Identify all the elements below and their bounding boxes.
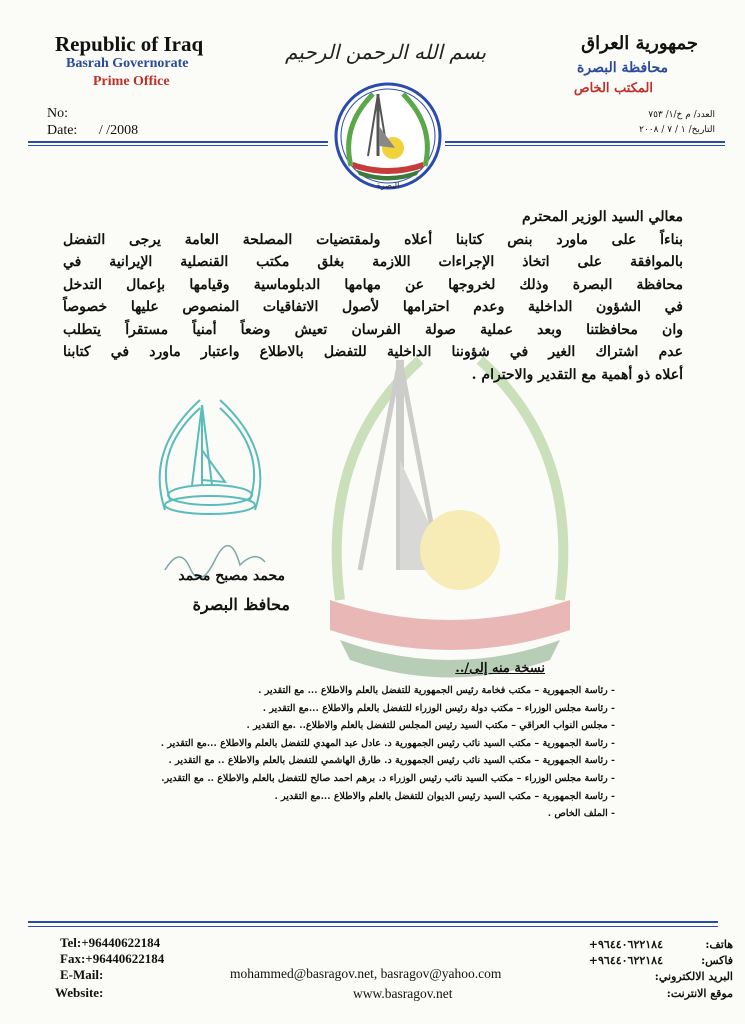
header-office-ar: المكتب الخاص bbox=[573, 81, 653, 96]
letter-line: عدم اشتراك الغير في شؤوننا الداخلية للتفضل بالاطلاع واعتبار ماورد في كتابنا bbox=[63, 344, 683, 360]
header-date-label bbox=[47, 123, 138, 139]
header-rule-right-thin bbox=[445, 145, 725, 146]
footer-fax-ar bbox=[588, 954, 733, 967]
footer-fax-value: +96440622184 bbox=[85, 951, 165, 966]
header-date-label-text: Date: bbox=[47, 123, 78, 138]
copies-list-item: - رئاسة الجمهورية – مكتب السيد رئيس الديوان للتفضل بالعلم والاطلاع ...مع التقدير . bbox=[274, 790, 615, 802]
governorate-logo bbox=[333, 76, 443, 194]
header-country-ar: جمهورية العراق bbox=[581, 33, 698, 54]
footer-website-label-ar: موقع الانترنت: bbox=[666, 987, 733, 1000]
header-governorate-en: Basrah Governorate bbox=[66, 56, 189, 71]
letter-salutation: معالي السيد الوزير المحترم bbox=[522, 209, 683, 225]
letter-line: محافظة البصرة وذلك لخروجها عن مهامها الدبلوماسية وقيامها بإعمال التدخل bbox=[63, 276, 683, 293]
signatory-title: محافظ البصرة bbox=[192, 595, 290, 614]
letter-line: بناءاً على ماورد بنص كتابنا أعلاه ولمقتضيات المصلحة العامة يرجى التفضل bbox=[63, 231, 683, 248]
letter-line: وان محافظتنا وبعد عملية صولة الفرسان تعيش وضعاً أمنياً مستقراً يتطلب bbox=[63, 321, 683, 338]
logo-caption: البصرة bbox=[376, 181, 400, 190]
header-governorate-ar: محافظة البصرة bbox=[577, 60, 668, 76]
footer-email-link[interactable]: mohammed@basragov.net, basragov@yahoo.com bbox=[230, 966, 502, 981]
header-date-ar: التاريخ/ ١ / ٧ / ٢٠٠٨ bbox=[639, 125, 715, 135]
footer-fax-label: Fax: bbox=[60, 951, 86, 966]
header-office-en: Prime Office bbox=[93, 74, 170, 89]
letter-body bbox=[63, 206, 683, 386]
copies-list-item: - مجلس النواب العراقي – مكتب السيد رئيس المجلس للتفضل بالعلم والاطلاع.. .مع التقدير . bbox=[246, 720, 615, 732]
footer-fax bbox=[60, 951, 164, 967]
footer-rule-thin bbox=[28, 926, 718, 927]
header-rule-right bbox=[445, 141, 725, 143]
footer-tel-label-ar: هاتف: bbox=[705, 938, 733, 951]
footer-tel-value: +96440622184 bbox=[81, 935, 161, 950]
header-rule-thin bbox=[28, 145, 328, 146]
header-rule bbox=[28, 141, 328, 143]
copies-list-item: - رئاسة الجمهورية – مكتب السيد نائب رئيس الجمهورية د. عادل عبد المهدي للتفضل بالعلم والاطلاع ...مع التقدير . bbox=[160, 737, 615, 749]
letter-line: في الشؤون الداخلية وعدم احترامها لأصول الاتفاقيات المنصوص عليها خصوصاً bbox=[63, 299, 683, 315]
footer-email-label-ar: البريد الالكتروني: bbox=[654, 970, 733, 983]
footer-website-link[interactable]: www.basragov.net bbox=[353, 986, 453, 1001]
footer-website-label: Website: bbox=[55, 985, 104, 1000]
footer-fax-label-ar: فاكس: bbox=[701, 954, 733, 967]
copies-list-item: - رئاسة الجمهورية – مكتب فخامة رئيس الجمهورية للتفضل بالعلم والاطلاع ... مع التقدير . bbox=[258, 685, 615, 696]
letter-line: أعلاه ذو أهمية مع التقدير والاحترام . bbox=[471, 366, 683, 383]
header-country-en: Republic of Iraq bbox=[55, 32, 204, 56]
copies-list-item: - الملف الخاص . bbox=[547, 808, 615, 820]
header-number-label: No: bbox=[47, 106, 68, 121]
footer-fax-value-ar: ٩٦٤٤٠٦٢٢١٨٤+ bbox=[588, 954, 663, 967]
header-date-value: / /2008 bbox=[98, 123, 139, 138]
footer-tel bbox=[60, 935, 160, 951]
copies-heading: نسخة منه إلى/.. bbox=[455, 661, 545, 676]
header-number-ar: العدد/ م خ/١/ ٧٥٣ bbox=[648, 110, 715, 120]
footer-tel-ar bbox=[588, 938, 733, 951]
footer-tel-value-ar: ٩٦٤٤٠٦٢٢١٨٤+ bbox=[588, 938, 663, 951]
signatory-name: محمد مصبح محمد bbox=[178, 568, 285, 584]
copies-list-item: - رئاسة الجمهورية – مكتب السيد نائب رئيس الجمهورية د. طارق الهاشمي للتفضل بالعلم والاطلاع .. مع التقدير . bbox=[168, 755, 615, 767]
letter-line: بالموافقة على اتخاذ الإجراءات اللازمة بغلق مكتب القنصلية الإيرانية في bbox=[63, 254, 683, 270]
footer-rule bbox=[28, 921, 718, 923]
footer-email-label: E-Mail: bbox=[60, 967, 104, 982]
copies-list-item: - رئاسة مجلس الوزراء – مكتب دولة رئيس الوزراء للتفضل بالعلم والاطلاع ...مع التقدير . bbox=[262, 702, 615, 714]
copies-list-item: - رئاسة مجلس الوزراء – مكتب السيد نائب رئيس الوزراء د. برهم احمد صالح للتفضل بالعلم والاطلاع .. مع التقدير. bbox=[161, 772, 615, 784]
official-stamp bbox=[140, 390, 280, 530]
footer-tel-label: Tel: bbox=[60, 935, 82, 950]
basmala: بسم الله الرحمن الرحيم bbox=[285, 40, 487, 64]
copies-list bbox=[95, 682, 615, 823]
